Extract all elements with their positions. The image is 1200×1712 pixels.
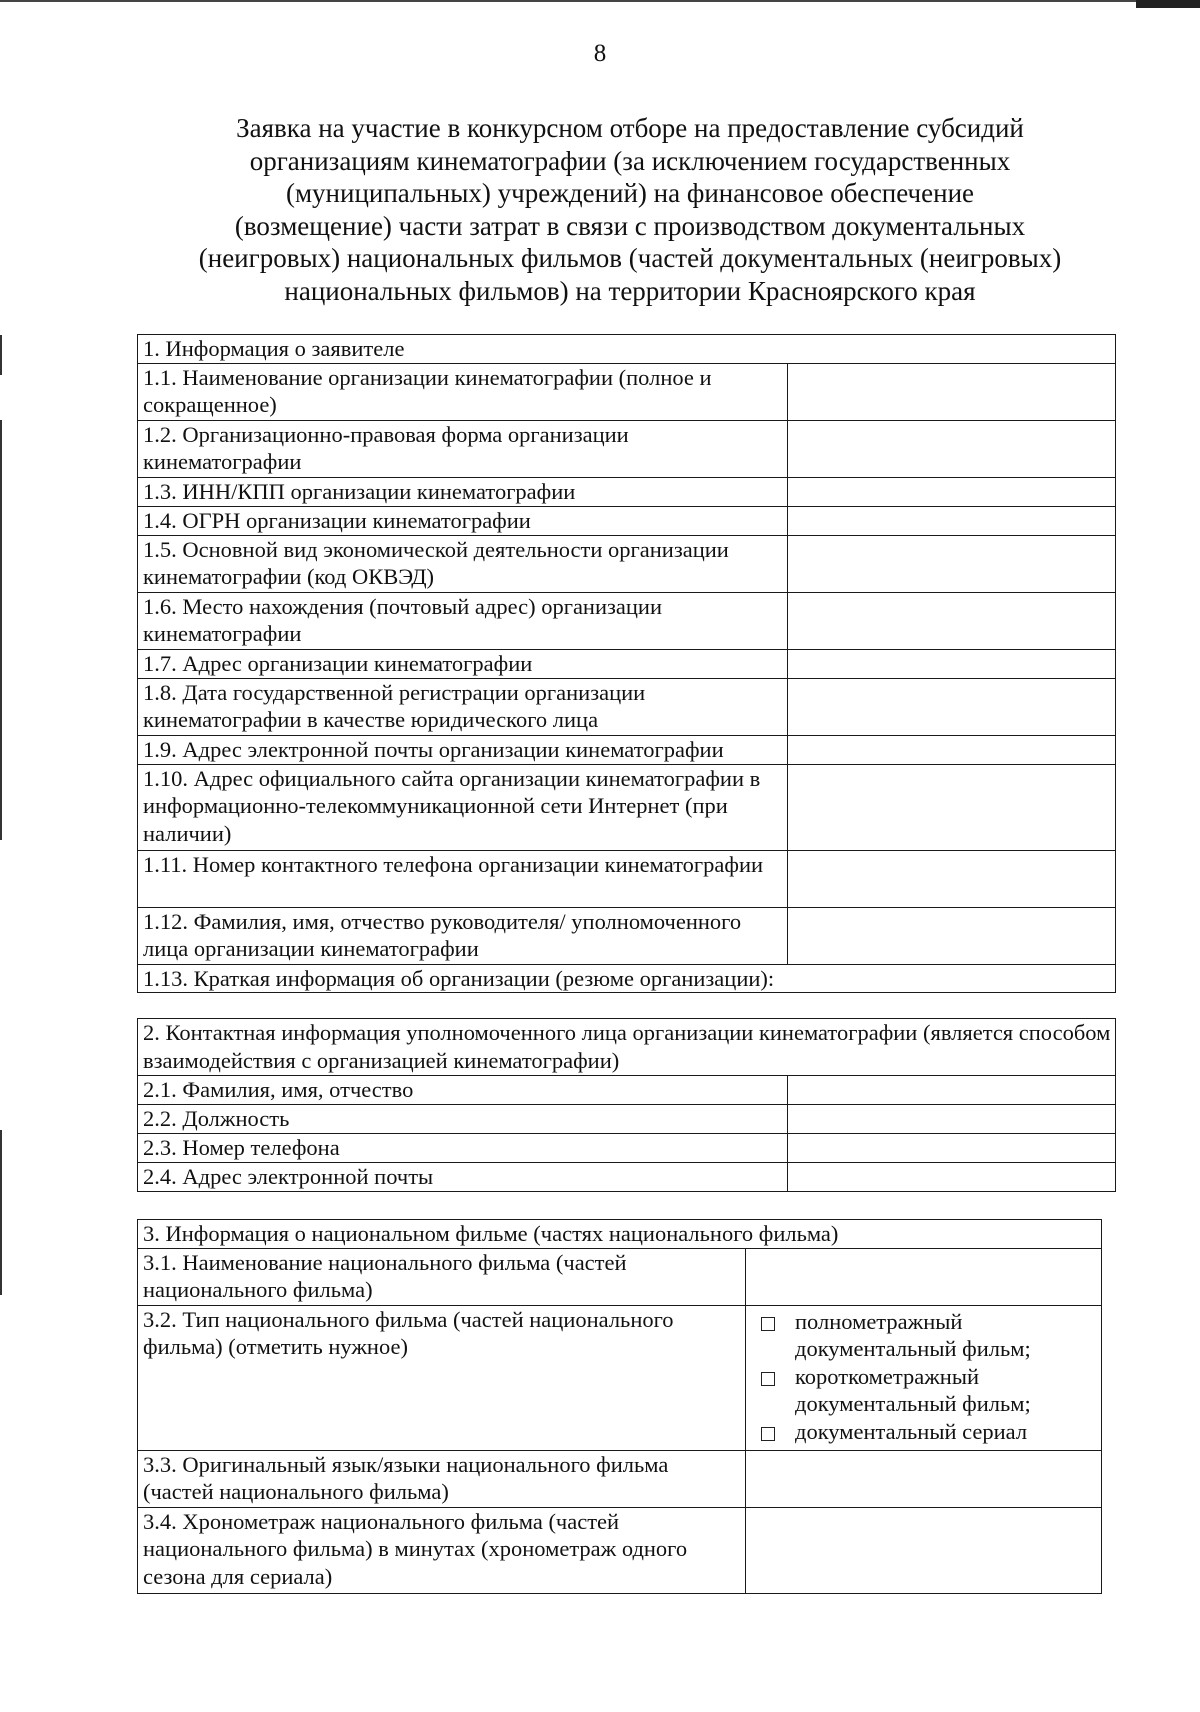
scan-top-edge [0,0,1200,2]
title-line: (муниципальных) учреждений) на финансовое обеспечение [285,178,975,208]
page-number: 8 [593,40,607,67]
field-label: 1.2. Организационно-правовая форма организации кинематографии [138,420,788,477]
organization-summary-field[interactable]: 1.13. Краткая информация об организации (резюме организации): [138,964,1116,993]
option-label: короткометражный документальный фильм; [795,1363,1031,1416]
title-line: национальных фильмов) на территории Красноярского края [284,275,976,306]
contact-phone-field[interactable] [788,1134,1116,1163]
title-line: организациям кинематографии (за исключением государственных [249,145,1011,176]
field-label: 1.11. Номер контактного телефона организации кинематографии [138,850,788,907]
contact-full-name-field[interactable] [788,1076,1116,1105]
film-type-option[interactable] [751,1308,1097,1363]
document-title [150,112,1110,307]
field-label: 3.4. Хронометраж национального фильма (частей национального фильма) в минутах (хронометраж одного сезона для сериала) [138,1507,746,1593]
film-language-field[interactable] [746,1450,1102,1507]
section-header: 3. Информация о национальном фильме (частях национального фильма) [138,1220,1102,1249]
film-duration-field[interactable] [746,1507,1102,1593]
field-label: 2.4. Адрес электронной почты [138,1163,788,1192]
email-field[interactable] [788,735,1116,764]
field-label: 1.1. Наименование организации кинематографии (полное и сокращенное) [138,363,788,420]
section-header: 2. Контактная информация уполномоченного лица организации кинематографии (является способом взаимодействия с организацией кинематографии) [138,1019,1116,1076]
checkbox-icon[interactable] [761,1427,775,1441]
postal-address-field[interactable] [788,592,1116,649]
scan-edge-mark [0,335,2,375]
contact-email-field[interactable] [788,1163,1116,1192]
organization-name-field[interactable] [788,363,1116,420]
field-label: 3.2. Тип национального фильма (частей национального фильма) (отметить нужное) [138,1305,746,1450]
field-label: 1.3. ИНН/КПП организации кинематографии [138,477,788,506]
checkbox-icon[interactable] [761,1317,775,1331]
section-header: 1. Информация о заявителе [138,335,1116,364]
field-label: 1.10. Адрес официального сайта организации кинематографии в информационно-телекоммуникационной сети Интернет (при наличии) [138,764,788,850]
scan-edge-mark [0,1130,2,1295]
title-line: (возмещение) части затрат в связи с производством документальных [234,210,1026,241]
phone-field[interactable] [788,850,1116,907]
film-type-option[interactable] [751,1418,1097,1446]
field-label: 2.2. Должность [138,1105,788,1134]
field-label: 2.1. Фамилия, имя, отчество [138,1076,788,1105]
address-field[interactable] [788,649,1116,678]
field-label: 1.6. Место нахождения (почтовый адрес) организации кинематографии [138,592,788,649]
checkbox-icon[interactable] [761,1372,775,1386]
field-label: 1.5. Основной вид экономической деятельности организации кинематографии (код ОКВЭД) [138,535,788,592]
title-line: Заявка на участие в конкурсном отборе на предоставление субсидий [236,113,1024,143]
film-title-field[interactable] [746,1248,1102,1305]
scan-edge-mark [0,420,2,840]
registration-date-field[interactable] [788,678,1116,735]
scan-corner-mark [1136,0,1200,8]
contact-person-table [137,1018,1116,1192]
okved-field[interactable] [788,535,1116,592]
option-label: полнометражный документальный фильм; [795,1308,1031,1361]
legal-form-field[interactable] [788,420,1116,477]
ogrn-field[interactable] [788,506,1116,535]
field-label: 1.4. ОГРН организации кинематографии [138,506,788,535]
field-label: 1.9. Адрес электронной почты организации кинематографии [138,735,788,764]
contact-position-field[interactable] [788,1105,1116,1134]
title-line: (неигровых) национальных фильмов (частей документальных (неигровых) [198,243,1062,273]
field-label: 1.8. Дата государственной регистрации организации кинематографии в качестве юридического лица [138,678,788,735]
applicant-info-table [137,334,1116,993]
option-label: документальный сериал [795,1418,1028,1444]
field-label: 1.12. Фамилия, имя, отчество руководителя/ уполномоченного лица организации кинематографии [138,907,788,964]
field-label: 1.7. Адрес организации кинематографии [138,649,788,678]
film-info-table [137,1219,1102,1594]
film-type-option[interactable] [751,1363,1097,1418]
film-type-options [746,1305,1102,1450]
website-field[interactable] [788,764,1116,850]
field-label: 2.3. Номер телефона [138,1134,788,1163]
field-label: 3.1. Наименование национального фильма (частей национального фильма) [138,1248,746,1305]
field-label: 3.3. Оригинальный язык/языки национального фильма (частей национального фильма) [138,1450,746,1507]
inn-kpp-field[interactable] [788,477,1116,506]
director-name-field[interactable] [788,907,1116,964]
